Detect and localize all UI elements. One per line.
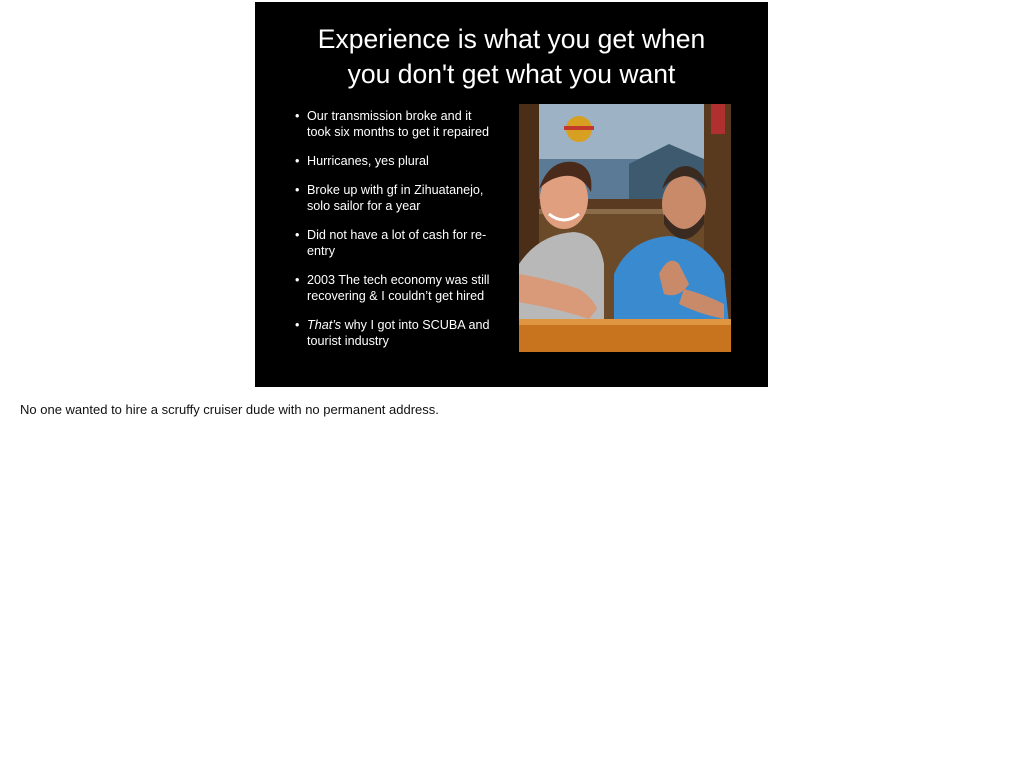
bullet-item [295, 272, 510, 304]
photo-two-men-at-bar-icon [519, 104, 731, 352]
slide [255, 2, 768, 387]
bullet-text: Hurricanes, yes plural [307, 154, 429, 168]
slide-title-line-1: Experience is what you get when [317, 24, 706, 54]
bullet-text: recovering & I couldn’t get hired [307, 289, 485, 303]
bullet-list [295, 108, 510, 362]
bullet-item [295, 227, 510, 259]
bullet-item [295, 182, 510, 214]
bullet-dot-icon: • [295, 318, 300, 332]
bullet-emphasis: That’s [307, 318, 342, 332]
bullet-line [307, 317, 510, 333]
bullet-text: Did not have a lot of cash for re- [307, 228, 487, 242]
bullet-text: solo sailor for a year [307, 199, 421, 213]
speaker-notes: No one wanted to hire a scruffy cruiser dude with no permanent address. [20, 402, 439, 417]
bullet-text: why I got into SCUBA and [341, 318, 490, 332]
bullet-text: tourist industry [307, 334, 389, 348]
bullet-text: Broke up with gf in Zihuatanejo, [307, 183, 484, 197]
bullet-item [295, 153, 510, 169]
bullet-text: took six months to get it repaired [307, 125, 490, 139]
bullet-item [295, 317, 510, 349]
slide-title-line-2: you don't get what you want [347, 59, 676, 89]
bullet-item [295, 108, 510, 140]
bullet-dot-icon: • [295, 154, 300, 168]
slide-title [255, 22, 768, 92]
bullet-text: 2003 The tech economy was still [307, 273, 490, 287]
bullet-dot-icon: • [295, 228, 300, 242]
bullet-dot-icon: • [295, 183, 300, 197]
bullet-text: Our transmission broke and it [307, 109, 472, 123]
bullet-dot-icon: • [295, 109, 300, 123]
bullet-text: entry [307, 244, 335, 258]
bullet-dot-icon: • [295, 273, 300, 287]
